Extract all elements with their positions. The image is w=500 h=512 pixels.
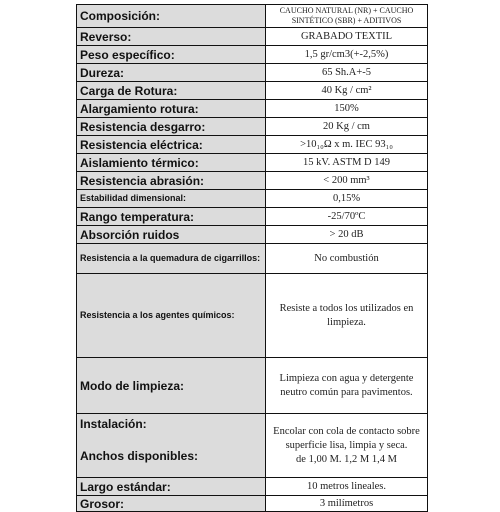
- row-label-desgarro: Resistencia desgarro:: [77, 118, 266, 136]
- row-label-aislamiento: Aislamiento térmico:: [77, 154, 266, 172]
- row-value-largo: 10 metros lineales.: [266, 478, 428, 496]
- row-value-aislamiento: 15 kV. ASTM D 149: [266, 154, 428, 172]
- row-value-carga-rotura: 40 Kg / cm²: [266, 82, 428, 100]
- row-label-limpieza: Modo de limpieza:: [77, 358, 266, 414]
- row-value-dureza: 65 Sh.A+-5: [266, 64, 428, 82]
- table-row: [77, 414, 428, 478]
- spec-sheet: [76, 4, 428, 511]
- row-label-estabilidad: Estabilidad dimensional:: [77, 190, 266, 208]
- row-label-instalacion: [77, 414, 266, 478]
- row-label-temperatura: Rango temperatura:: [77, 208, 266, 226]
- row-value-alargamiento: 150%: [266, 100, 428, 118]
- table-row: [77, 358, 428, 414]
- table-row: [77, 46, 428, 64]
- anchos-text: de 1,00 M. 1,2 M 1,4 M: [296, 453, 397, 465]
- row-value-temperatura: -25/70ºC: [266, 208, 428, 226]
- specifications-table: [76, 4, 428, 512]
- instalacion-label: Instalación:: [80, 417, 147, 431]
- row-value-quimicos: [266, 274, 428, 358]
- row-label-electrica: Resistencia eléctrica:: [77, 136, 266, 154]
- anchos-label: Anchos disponibles:: [80, 449, 199, 463]
- row-value-ruidos: > 20 dB: [266, 226, 428, 244]
- row-label-dureza: Dureza:: [77, 64, 266, 82]
- table-row: [77, 190, 428, 208]
- table-row: [77, 154, 428, 172]
- table-row: [77, 64, 428, 82]
- row-label-quimicos: Resistencia a los agentes químicos:: [77, 274, 266, 358]
- row-value-desgarro: 20 Kg / cm: [266, 118, 428, 136]
- row-label-ruidos: Absorción ruidos: [77, 226, 266, 244]
- row-label-grosor: Grosor:: [77, 496, 266, 512]
- table-row: [77, 496, 428, 512]
- row-value-reverso: GRABADO TEXTIL: [266, 28, 428, 46]
- row-value-instalacion: [266, 414, 428, 478]
- row-value-abrasion: < 200 mm³: [266, 172, 428, 190]
- table-row: [77, 82, 428, 100]
- row-value-composicion: CAUCHO NATURAL (NR) + CAUCHO SINTÉTICO (SBR) + ADITIVOS: [266, 5, 428, 28]
- row-label-alargamiento: Alargamiento rotura:: [77, 100, 266, 118]
- limpieza-text: Limpieza con agua y detergente neutro común para pavimentos.: [279, 372, 414, 398]
- table-row: [77, 5, 428, 28]
- table-row: [77, 100, 428, 118]
- table-row: [77, 172, 428, 190]
- row-value-peso: 1,5 gr/cm3(+-2,5%): [266, 46, 428, 64]
- row-value-limpieza: [266, 358, 428, 414]
- row-value-cigarrillos: No combustión: [266, 244, 428, 274]
- table-row: [77, 274, 428, 358]
- row-label-peso: Peso específico:: [77, 46, 266, 64]
- row-label-carga-rotura: Carga de Rotura:: [77, 82, 266, 100]
- table-row: [77, 478, 428, 496]
- table-row: [77, 226, 428, 244]
- table-row: [77, 208, 428, 226]
- table-row: [77, 118, 428, 136]
- row-label-reverso: Reverso:: [77, 28, 266, 46]
- row-label-abrasion: Resistencia abrasión:: [77, 172, 266, 190]
- instalacion-text: Encolar con cola de contacto sobre superficie lisa, limpia y seca.: [273, 425, 420, 451]
- table-row: [77, 28, 428, 46]
- table-row: [77, 136, 428, 154]
- row-label-composicion: Composición:: [77, 5, 266, 28]
- row-value-grosor: 3 milímetros: [266, 496, 428, 512]
- table-row: [77, 244, 428, 274]
- row-label-largo: Largo estándar:: [77, 478, 266, 496]
- row-value-electrica: >10₁₀Ω x m. IEC 93₁₀: [266, 136, 428, 154]
- row-value-estabilidad: 0,15%: [266, 190, 428, 208]
- quimicos-text: Resiste a todos los utilizados en limpieza.: [279, 302, 414, 328]
- row-label-cigarrillos: Resistencia a la quemadura de cigarrillos:: [77, 244, 266, 274]
